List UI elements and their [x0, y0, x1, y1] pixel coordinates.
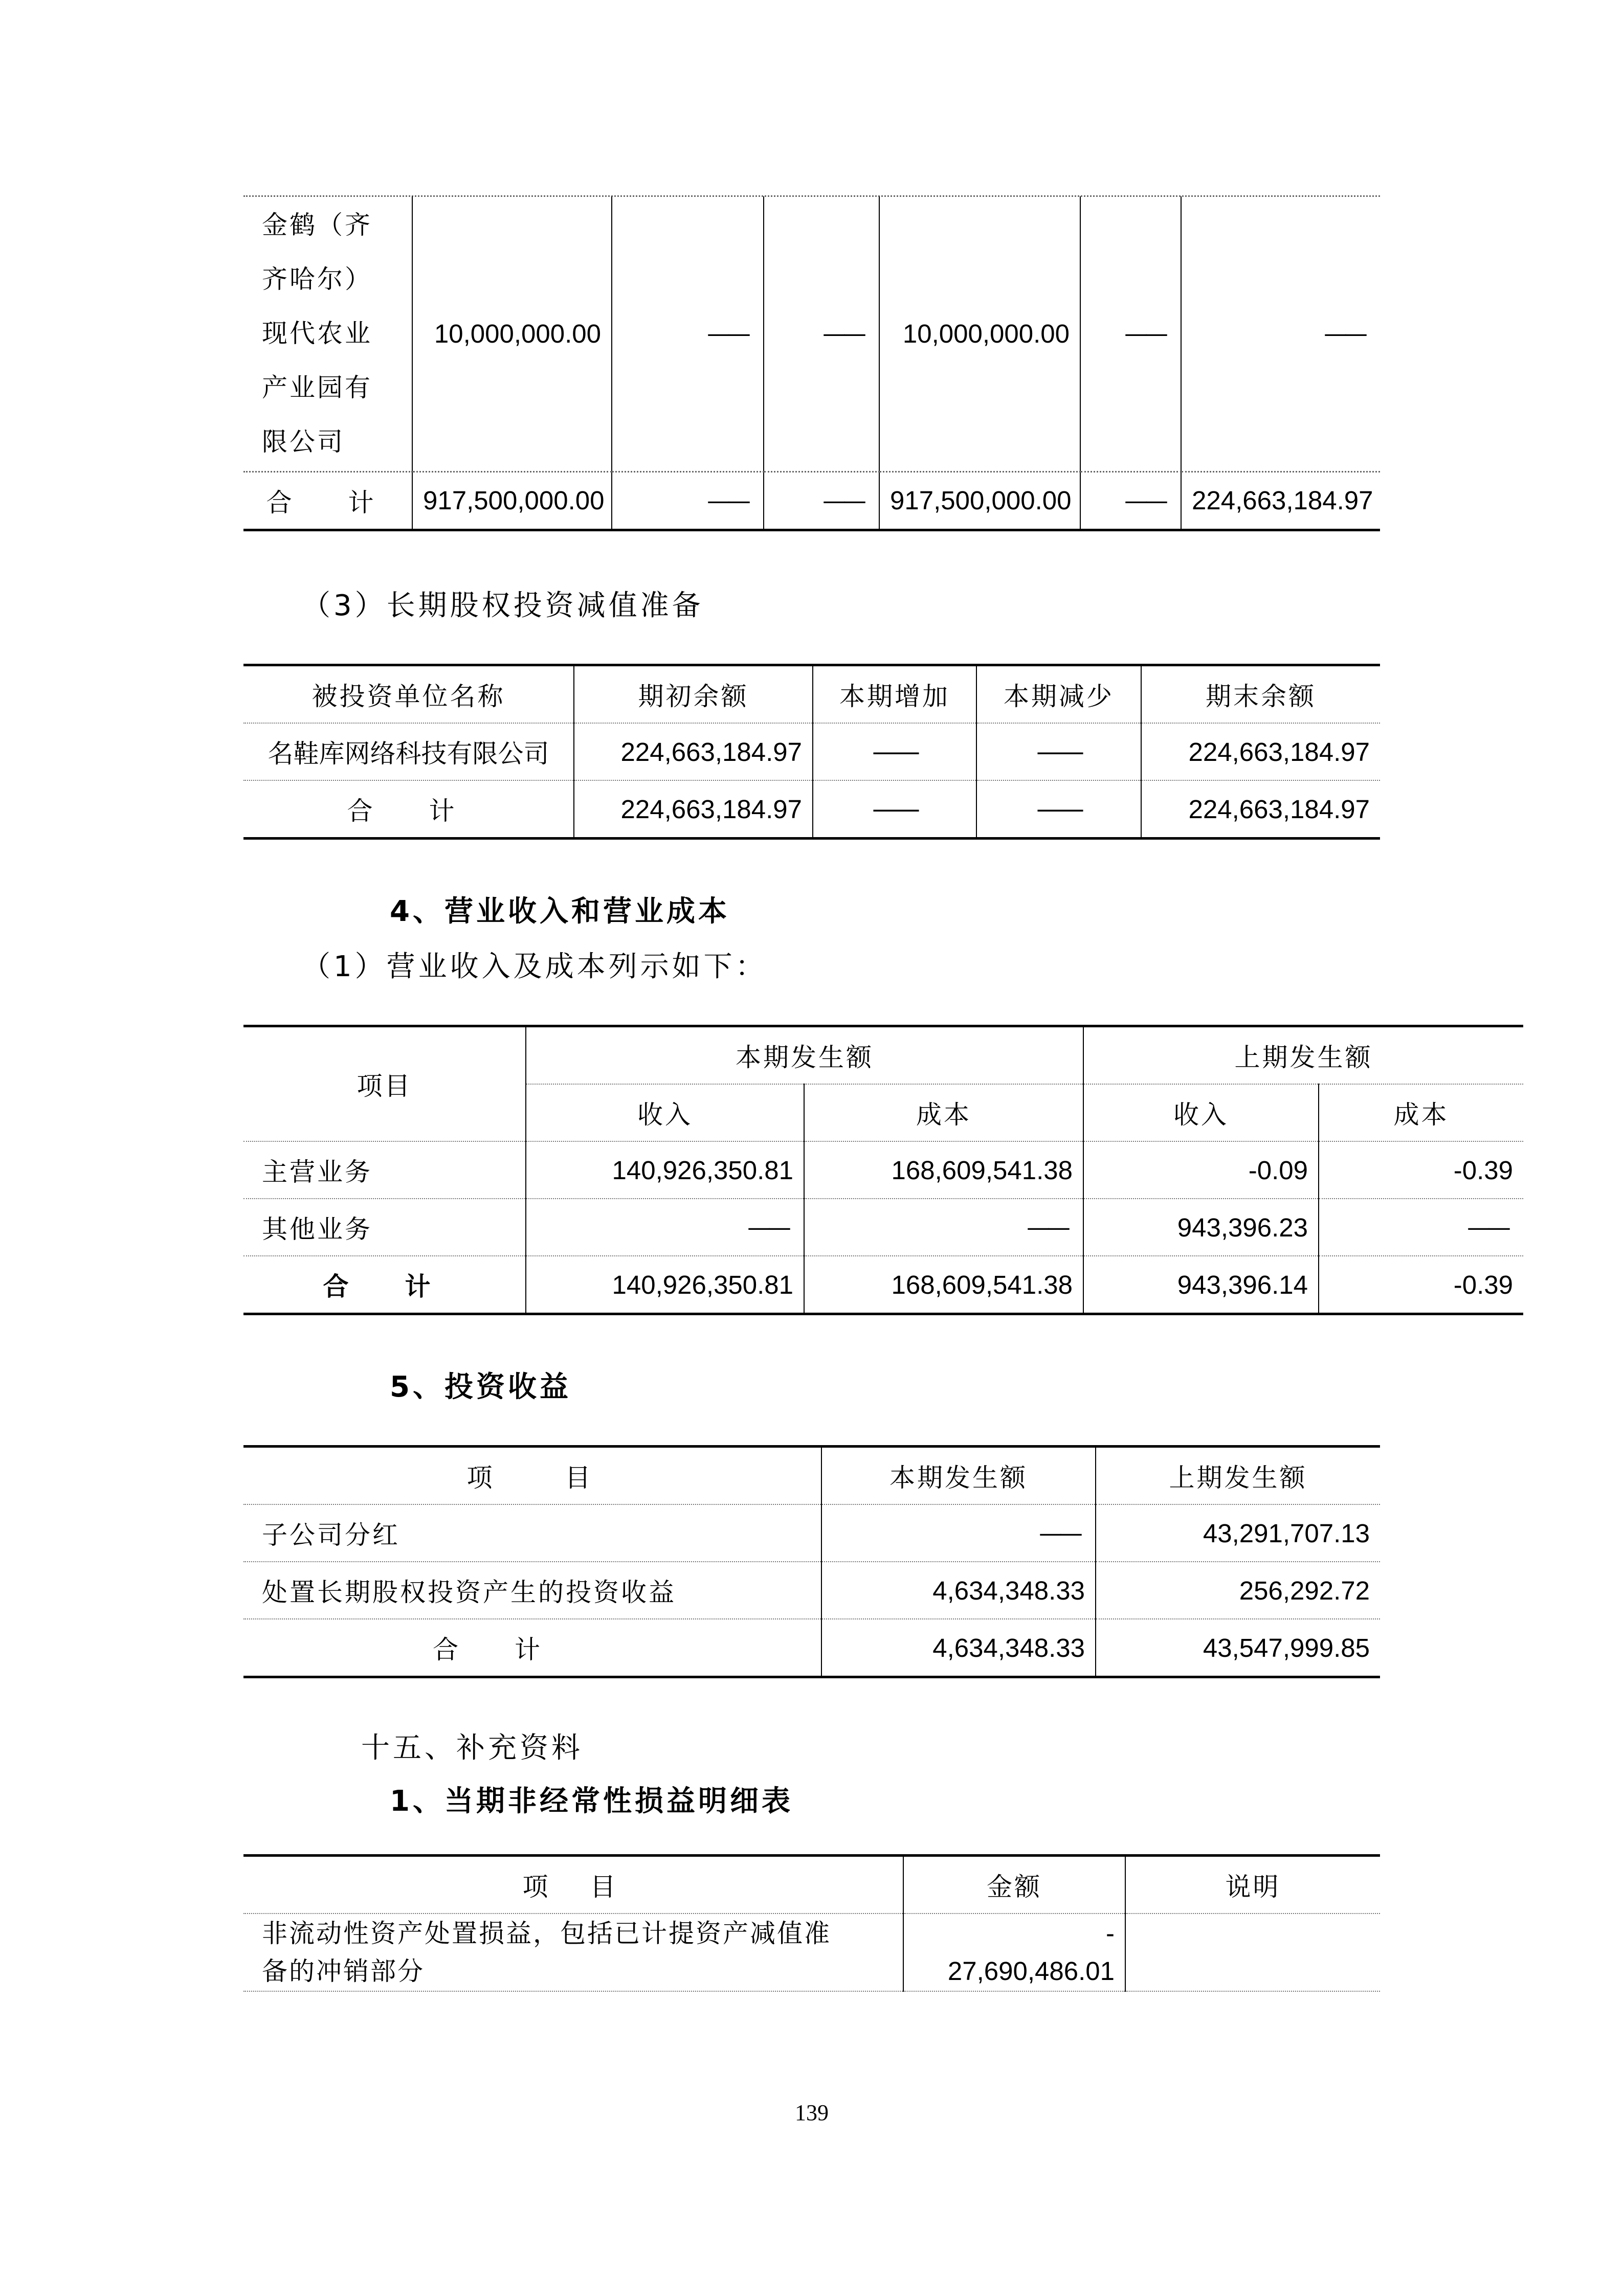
header-cell: 金额	[903, 1856, 1125, 1914]
header-cell: 期初余额	[574, 665, 813, 724]
cell: 处置长期股权投资产生的投资收益	[243, 1562, 821, 1619]
table-header-row	[243, 1026, 1523, 1085]
header-cell: 说明	[1125, 1856, 1380, 1914]
cell: 140,926,350.81	[526, 1141, 804, 1199]
cell: ——	[821, 1504, 1096, 1562]
total-row	[243, 471, 1380, 530]
table-row	[243, 1504, 1380, 1562]
cell: ——	[813, 723, 976, 780]
section-15-subtitle: 1、当期非经常性损益明细表	[390, 1785, 793, 1818]
cell: 224,663,184.97	[1141, 780, 1380, 839]
cell: 224,663,184.97	[574, 780, 813, 839]
cell: -0.39	[1319, 1141, 1523, 1199]
table-header-row	[243, 1856, 1380, 1914]
cell: ——	[976, 723, 1141, 780]
header-cell: 成本	[804, 1084, 1083, 1141]
cell: ——	[526, 1199, 804, 1256]
header-cell: 项 目	[243, 1447, 821, 1505]
amount-line: 27,690,486.01	[947, 1956, 1115, 1986]
company-name-line: 金鹤（齐	[262, 210, 372, 240]
total-row	[243, 1256, 1523, 1314]
table-row	[243, 1914, 1380, 1991]
header-cell: 收入	[1083, 1084, 1319, 1141]
cell: 224,663,184.97	[1181, 471, 1380, 530]
cell: 224,663,184.97	[574, 723, 813, 780]
cell: 943,396.23	[1083, 1199, 1319, 1256]
cell: 10,000,000.00	[879, 196, 1080, 471]
cell: 168,609,541.38	[804, 1256, 1083, 1314]
table-row	[243, 1562, 1380, 1619]
company-name-line: 产业园有	[262, 373, 372, 403]
amount-line: -	[1106, 1919, 1115, 1948]
company-name-line: 现代农业	[262, 319, 372, 349]
section-4-title: 4、营业收入和营业成本	[390, 895, 730, 928]
header-cell: 收入	[526, 1084, 804, 1141]
cell: 224,663,184.97	[1141, 723, 1380, 780]
header-cell: 本期增加	[813, 665, 976, 724]
table-header-row	[243, 1447, 1380, 1505]
cell: ——	[1080, 471, 1181, 530]
cell: 943,396.14	[1083, 1256, 1319, 1314]
company-name-line: 齐哈尔）	[262, 264, 372, 295]
cell: ——	[976, 780, 1141, 839]
cell: -0.09	[1083, 1141, 1319, 1199]
cell: ——	[813, 780, 976, 839]
row-label-line: 备的冲销部分	[262, 1956, 425, 1986]
cell: 名鞋库网络科技有限公司	[243, 723, 574, 780]
table-row	[243, 196, 1380, 471]
header-cell: 项 目	[243, 1856, 903, 1914]
cell	[243, 1914, 903, 1991]
total-row	[243, 780, 1380, 839]
header-cell: 成本	[1319, 1084, 1523, 1141]
table-header-row	[243, 665, 1380, 724]
header-cell: 期末余额	[1141, 665, 1380, 724]
cell: ——	[764, 471, 879, 530]
section-5-title: 5、投资收益	[390, 1370, 571, 1404]
section-4-subtitle: （1）营业收入及成本列示如下：	[302, 950, 767, 983]
total-label: 合 计	[243, 471, 412, 530]
item-header: 项目	[243, 1026, 526, 1142]
cell: 917,500,000.00	[412, 471, 612, 530]
total-label: 合 计	[433, 1635, 555, 1664]
company-name-cell	[243, 196, 412, 471]
cell: ——	[1080, 196, 1181, 471]
cell	[903, 1914, 1125, 1991]
cell: 43,291,707.13	[1096, 1504, 1380, 1562]
table3	[243, 1025, 1523, 1315]
cell: 43,547,999.85	[1096, 1619, 1380, 1677]
cell: 其他业务	[243, 1199, 526, 1256]
cell: 4,634,348.33	[821, 1562, 1096, 1619]
cell: -0.39	[1319, 1256, 1523, 1314]
cell: ——	[612, 196, 764, 471]
table-row	[243, 1141, 1523, 1199]
cell: ——	[1181, 196, 1380, 471]
cell: 140,926,350.81	[526, 1256, 804, 1314]
page-number: 139	[795, 2100, 829, 2125]
cell: 主营业务	[243, 1141, 526, 1199]
header-cell: 被投资单位名称	[243, 665, 574, 724]
cell	[1125, 1914, 1380, 1991]
cell: 子公司分红	[243, 1504, 821, 1562]
row-label-line: 非流动性资产处置损益，包括已计提资产减值准	[262, 1919, 831, 1948]
cell: ——	[1319, 1199, 1523, 1256]
cell: ——	[764, 196, 879, 471]
cell: 4,634,348.33	[821, 1619, 1096, 1677]
total-label: 合 计	[323, 1272, 446, 1301]
company-name-line: 限公司	[262, 427, 345, 457]
table2	[243, 664, 1380, 840]
header-cell: 本期发生额	[821, 1447, 1096, 1505]
table-row	[243, 723, 1380, 780]
table4	[243, 1445, 1380, 1678]
section-15-title: 十五、补充资料	[361, 1731, 583, 1765]
cell: 917,500,000.00	[879, 471, 1080, 530]
table-row	[243, 1199, 1523, 1256]
prior-period-header: 上期发生额	[1083, 1026, 1523, 1085]
table1	[243, 196, 1380, 531]
table5	[243, 1854, 1380, 1992]
cell: 10,000,000.00	[412, 196, 612, 471]
total-label: 合 计	[347, 796, 470, 826]
total-row	[243, 1619, 1380, 1677]
current-period-header: 本期发生额	[526, 1026, 1083, 1085]
cell: 256,292.72	[1096, 1562, 1380, 1619]
cell: ——	[804, 1199, 1083, 1256]
header-cell: 上期发生额	[1096, 1447, 1380, 1505]
section-3-title: （3）长期股权投资减值准备	[302, 589, 704, 622]
cell: ——	[612, 471, 764, 530]
cell: 168,609,541.38	[804, 1141, 1083, 1199]
header-cell: 本期减少	[976, 665, 1141, 724]
